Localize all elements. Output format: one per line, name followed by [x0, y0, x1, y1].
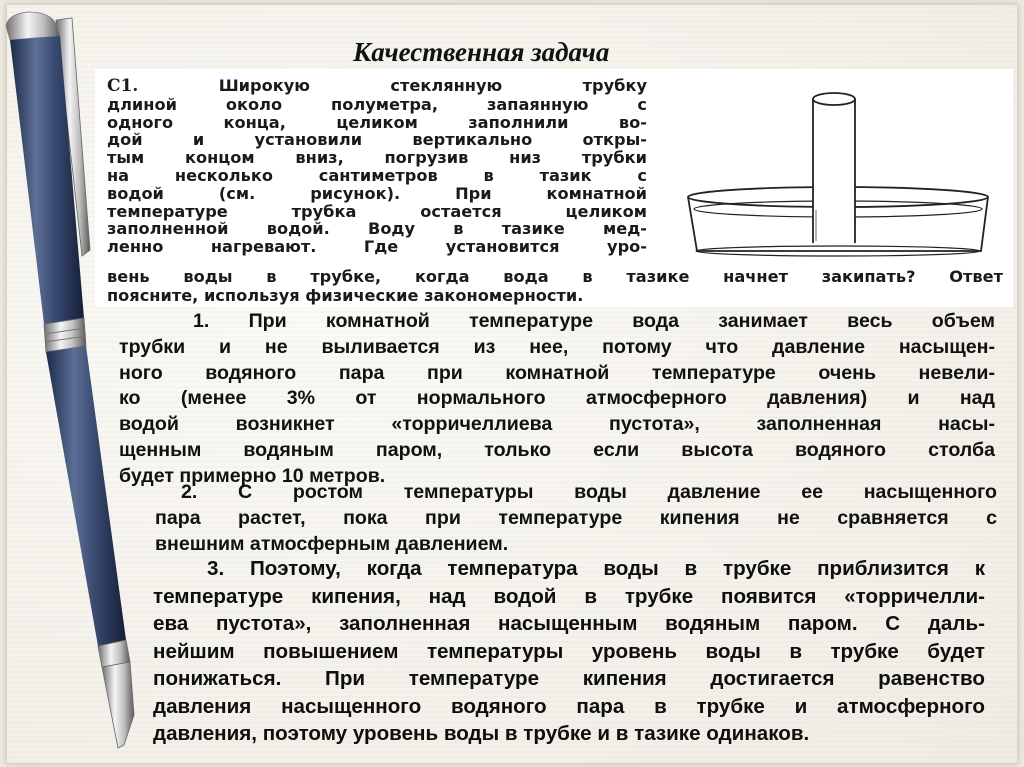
answer-line: давления, поэтому уровень воды в трубке и в тазике одинаков.: [153, 722, 810, 745]
slide-paper: [6, 4, 1018, 764]
task-line: длиной около полуметра, запаянную с: [107, 94, 647, 114]
slide-title: Качественная задача: [353, 37, 610, 67]
answer-3: [153, 555, 985, 748]
task-line: [107, 77, 647, 96]
answer-2: [155, 479, 997, 557]
answer-1: [119, 309, 995, 490]
task-line: водой (см. рисунок). При комнатной: [107, 183, 647, 203]
task-line: одного конца, целиком заполнили во-: [107, 112, 647, 132]
answer-line: температуре кипения, над водой в трубке появится «торричелли-: [153, 584, 985, 608]
pen-icon: [0, 0, 150, 767]
answer-line: давления насыщенного водяного пара в трубке и атмосферного: [153, 694, 985, 718]
answer-line: ева пустота», заполненная насыщенным водяным паром. С даль-: [153, 612, 985, 635]
answer-line: нейшим повышением температуры уровень воды в трубке будет: [153, 639, 985, 663]
answer-line: водой возникнет «торричеллиева пустота», заполненная насы-: [119, 413, 995, 436]
task-line: ленно нагревают. Где установится уро-: [107, 237, 647, 257]
task-line: на несколько сантиметров в тазик с: [107, 165, 647, 185]
task-text: [107, 77, 647, 256]
answer-line: 1. При комнатной температуре вода занимает весь объем: [193, 310, 995, 332]
answer-line: пара растет, пока при температуре кипения не сравняется с: [155, 507, 997, 529]
task-line: заполненной водой. Воду в тазике мед-: [107, 219, 647, 239]
task-tail: [107, 268, 1003, 305]
task-tail-line: вень воды в трубке, когда вода в тазике начнет закипать? Ответ: [107, 267, 1003, 286]
tube-in-basin-diagram: [675, 79, 995, 261]
tube-icon: [813, 93, 855, 243]
answer-line: будет примерно 10 метров.: [119, 464, 386, 487]
answer-line: 3. Поэтому, когда температура воды в трубке приблизится к: [207, 557, 985, 580]
task-block: [95, 69, 1013, 307]
task-tail-line: поясните, используя физические закономерности.: [107, 285, 584, 305]
task-line: дой и установили вертикально откры-: [107, 130, 647, 150]
answer-line: понижаться. При температуре кипения достигается равенство: [153, 667, 985, 690]
task-line: температуре трубка остается целиком: [107, 201, 647, 221]
answer-line: ко (менее 3% от нормального атмосферного давления) и над: [119, 387, 995, 410]
answer-line: внешним атмосферным давлением.: [155, 533, 509, 555]
task-number: С1.: [107, 76, 139, 96]
answer-line: 2. С ростом температуры воды давление ее насыщенного: [181, 481, 997, 503]
task-line-text: Широкую стеклянную трубку: [218, 76, 648, 95]
answer-line: трубки и не выливается из нее, потому что давление насыщен-: [119, 335, 995, 358]
answer-line: ного водяного пара при комнатной температуре очень невели-: [119, 361, 995, 384]
answer-line: щенным водяным паром, только если высота водяного столба: [119, 438, 995, 461]
task-line: тым концом вниз, погрузив низ трубки: [107, 148, 647, 168]
